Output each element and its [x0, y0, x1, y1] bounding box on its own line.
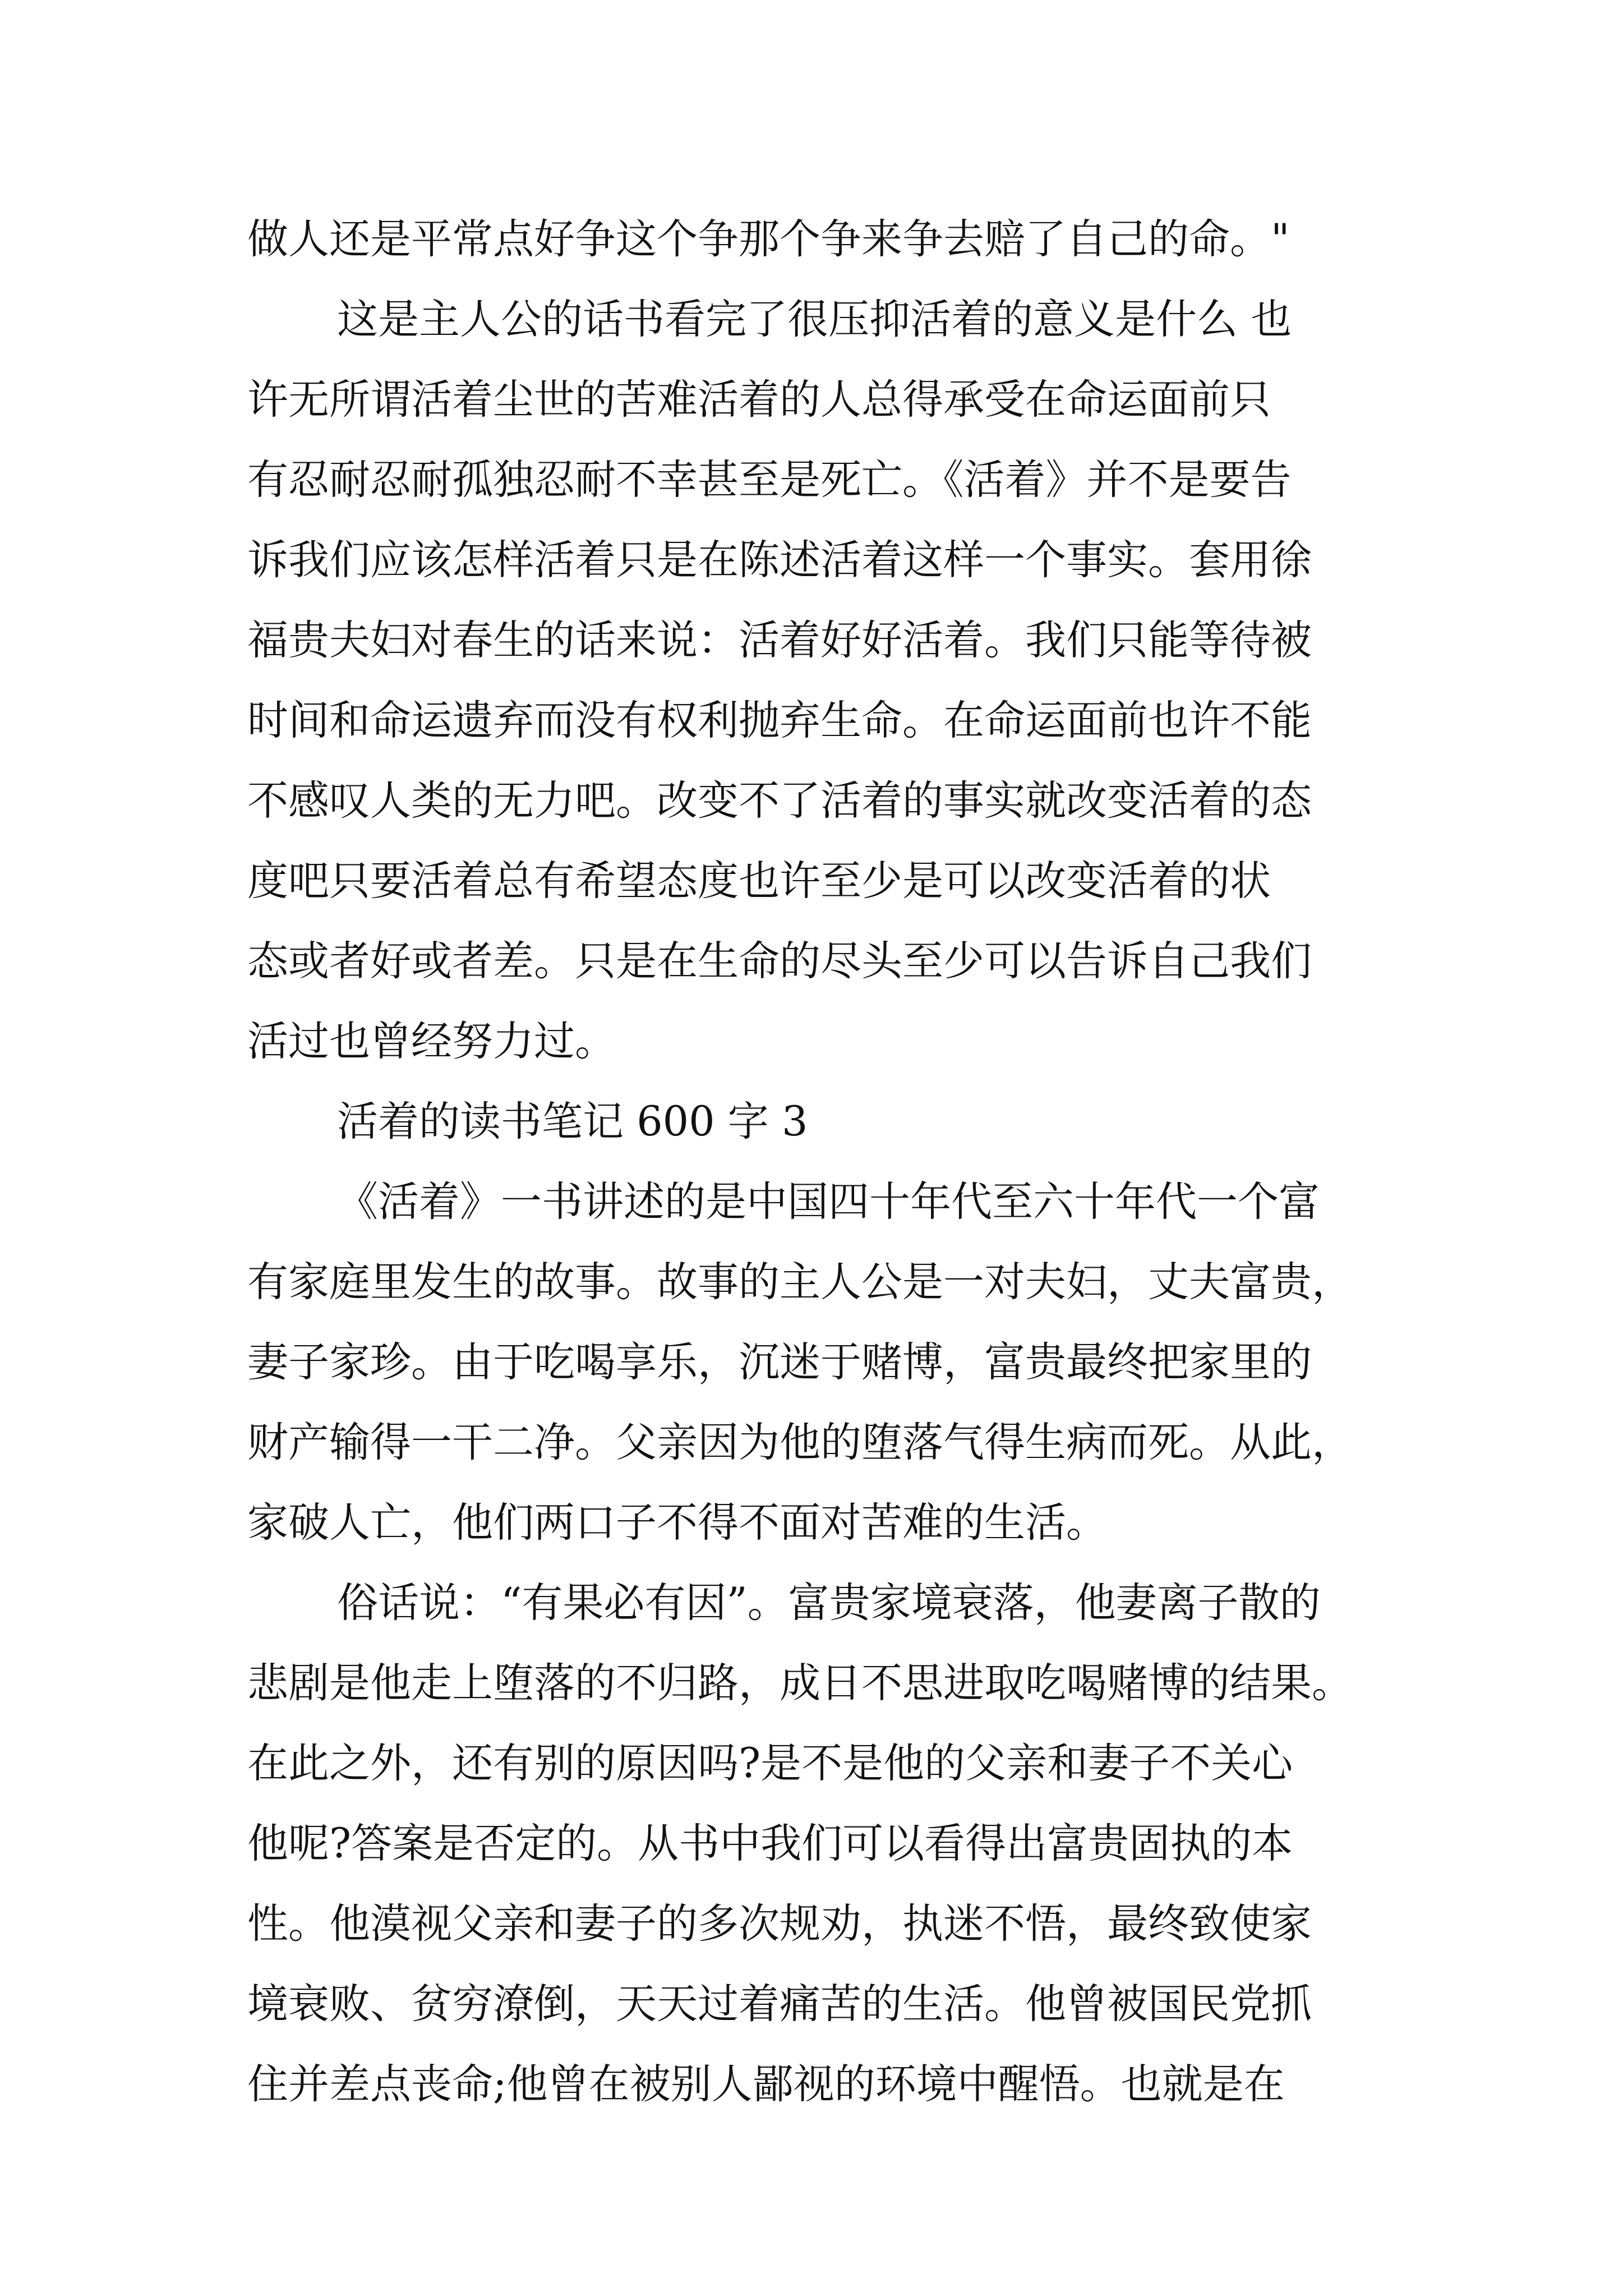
- text-line: 境衰败、贫穷潦倒，天天过着痛苦的生活。他曾被国民党抓: [247, 1980, 1312, 2028]
- text-line: 有忍耐忍耐孤独忍耐不幸甚至是死亡。《活着》并不是要告: [247, 456, 1292, 504]
- text-line: 妻子家珍。由于吃喝享乐，沉迷于赌博，富贵最终把家里的: [247, 1338, 1312, 1386]
- text-line: 诉我们应该怎样活着只是在陈述活着这样一个事实。套用徐: [247, 536, 1312, 584]
- section-heading: 活着的读书笔记 600 字 3: [337, 1098, 808, 1145]
- text-line: 住并差点丧命;他曾在被别人鄙视的环境中醒悟。也就是在: [247, 2060, 1285, 2108]
- text-line: 活过也曾经努力过。: [247, 1018, 616, 1065]
- text-line: 俗话说：“有果必有因”。富贵家境衰落，他妻离子散的: [337, 1579, 1321, 1627]
- text-line: 时间和命运遗弃而没有权利抛弃生命。在命运面前也许不能: [247, 697, 1312, 744]
- text-line: 财产输得一干二净。父亲因为他的堕落气得生病而死。从此，: [247, 1419, 1353, 1466]
- text-line: 《活着》一书讲述的是中国四十年代至六十年代一个富: [337, 1178, 1320, 1226]
- text-line: 度吧只要活着总有希望态度也许至少是可以改变活着的状: [247, 857, 1271, 905]
- text-line: 福贵夫妇对春生的话来说：活着好好活着。我们只能等待被: [247, 616, 1312, 664]
- text-line: 这是主人公的话书看完了很压抑活着的意义是什么 也: [337, 296, 1292, 343]
- text-line: 悲剧是他走上堕落的不归路，成日不思进取吃喝赌博的结果。: [247, 1659, 1353, 1707]
- text-line: 他呢?答案是否定的。从书中我们可以看得出富贵固执的本: [247, 1820, 1293, 1867]
- text-line: 家破人亡，他们两口子不得不面对苦难的生活。: [247, 1499, 1107, 1547]
- text-line: 有家庭里发生的故事。故事的主人公是一对夫妇，丈夫富贵，: [247, 1258, 1353, 1306]
- text-line: 许无所谓活着尘世的苦难活着的人总得承受在命运面前只: [247, 376, 1271, 424]
- text-line: 做人还是平常点好争这个争那个争来争去赔了自己的命。": [247, 215, 1290, 263]
- text-line: 不感叹人类的无力吧。改变不了活着的事实就改变活着的态: [247, 777, 1312, 825]
- text-line: 在此之外，还有别的原因吗?是不是他的父亲和妻子不关心: [247, 1740, 1293, 1787]
- text-line: 性。他漠视父亲和妻子的多次规劝，执迷不悟，最终致使家: [247, 1900, 1312, 1948]
- text-line: 态或者好或者差。只是在生命的尽头至少可以告诉自己我们: [247, 937, 1312, 985]
